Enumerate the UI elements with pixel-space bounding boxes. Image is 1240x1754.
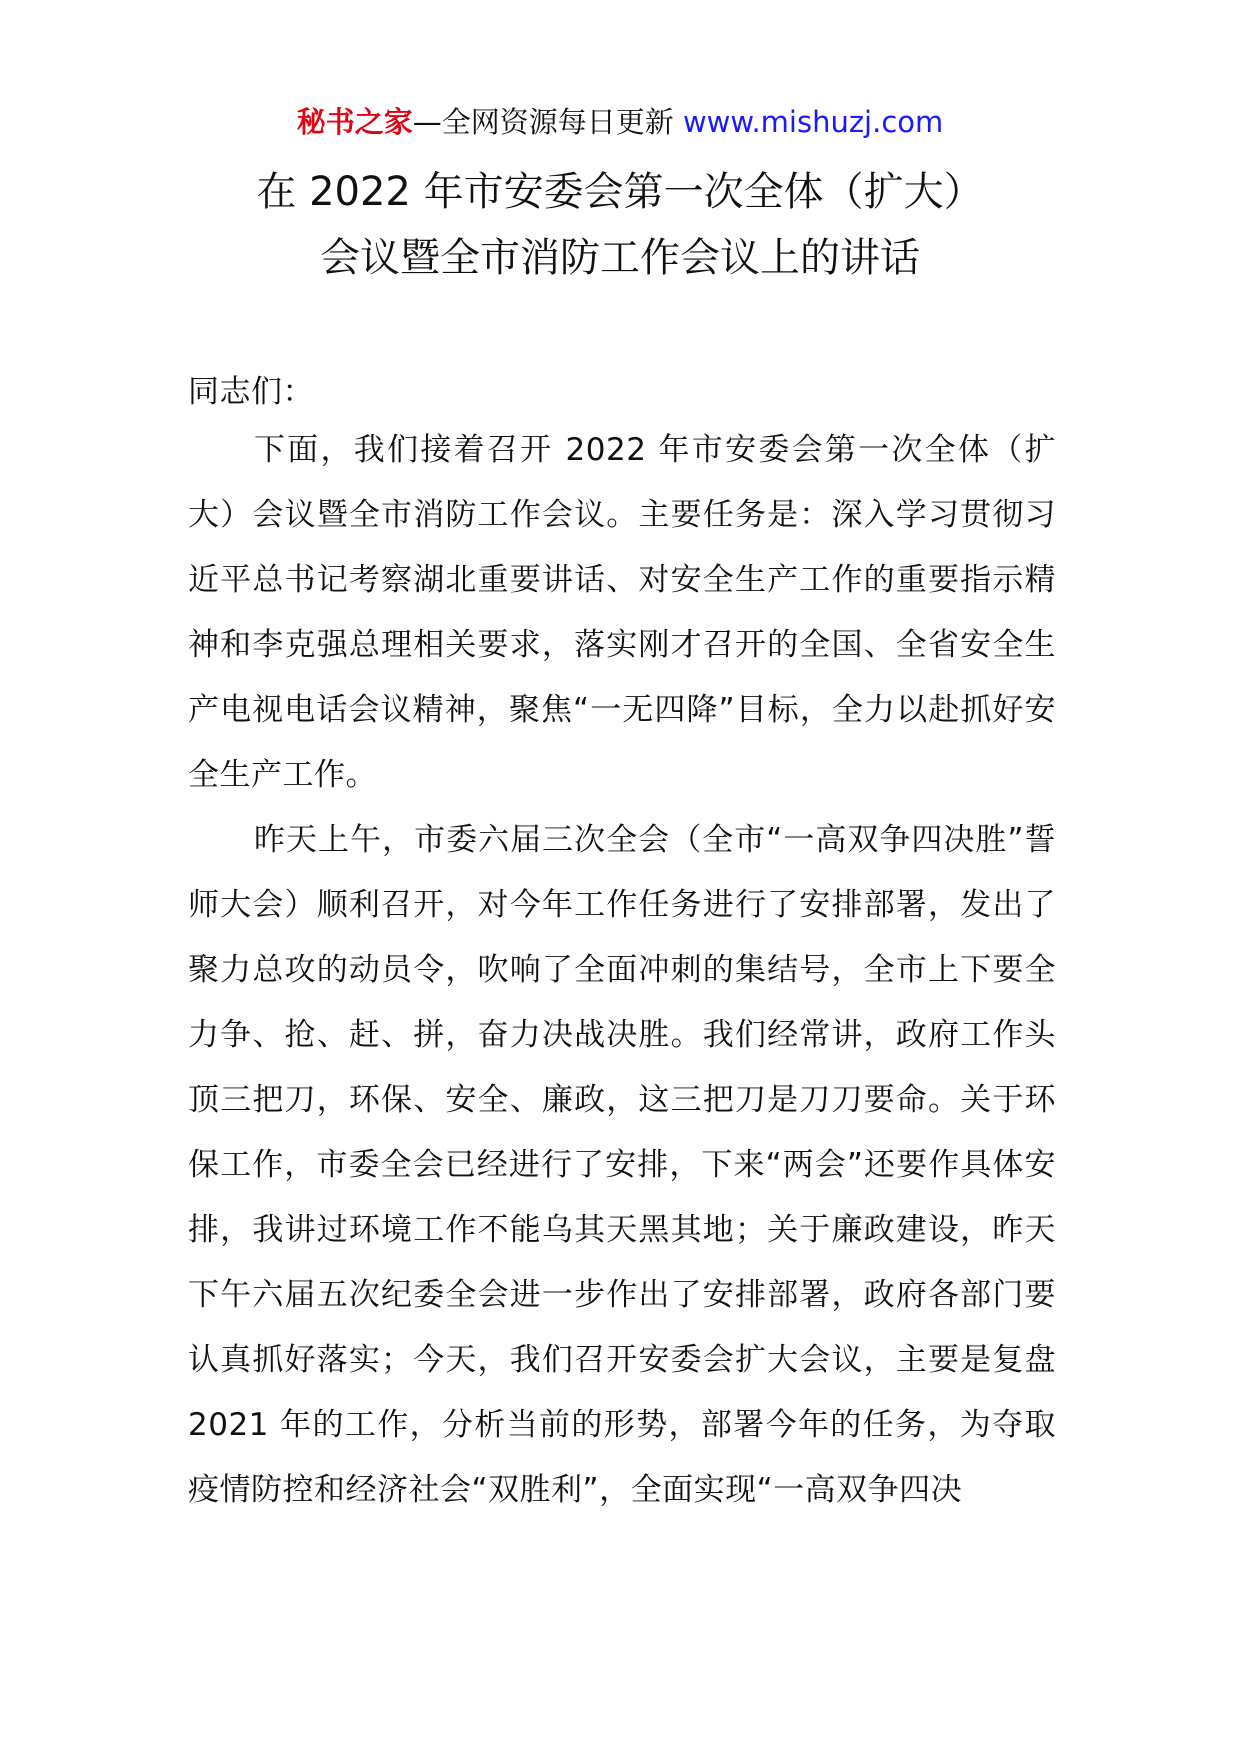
paragraph-2: 昨天上午，市委六届三次全会（全市“一高双争四决胜”誓师大会）顺利召开，对今年工作任务进行了安排部署，发出了聚力总攻的动员令，吹响了全面冲刺的集结号，全市上下要全力争、抢、赶、拼，奋力决战决胜。我们经常讲，政府工作头顶三把刀，环保、安全、廉政，这三把刀是刀刀要命。关于环保工作，市委全会已经进行了安排，下来“两会”还要作具体安排，我讲过环境工作不能乌其天黑其地；关于廉政建设，昨天下午六届五次纪委全会进一步作出了安排部署，政府各部门要认真抓好落实；今天，我们召开安委会扩大会议，主要是复盘 2021 年的工作，分析当前的形势，部署今年的任务，为夺取疫情防控和经济社会“双胜利”，全面实现“一高双争四决: [188, 822, 1056, 1508]
salutation: 同志们：: [188, 374, 314, 410]
site-header: [0, 100, 1240, 144]
paragraph-1: 下面，我们接着召开 2022 年市安委会第一次全体（扩大）会议暨全市消防工作会议。主要任务是：深入学习贯彻习近平总书记考察湖北重要讲话、对安全生产工作的重要指示精神和李克强总理相关要求，落实刚才召开的全国、全省安全生产电视电话会议精神，聚焦“一无四降”目标，全力以赴抓好安全生产工作。: [188, 432, 1056, 793]
document-title-line-2: 会议暨全市消防工作会议上的讲话: [320, 235, 920, 281]
brand-name: 秘书之家: [296, 105, 413, 139]
site-slogan: —全网资源每日更新: [412, 105, 674, 139]
document-title-line-1: 在 2022 年市安委会第一次全体（扩大）: [256, 169, 984, 215]
site-url-link[interactable]: www.mishuzj.com: [682, 105, 944, 139]
